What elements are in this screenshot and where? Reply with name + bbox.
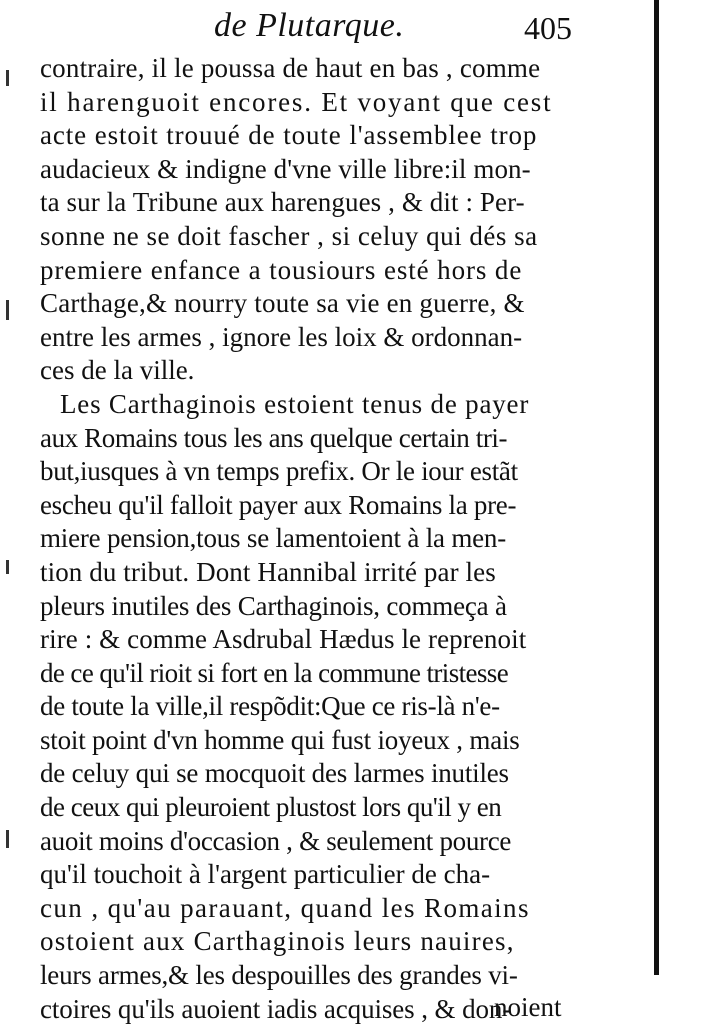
text-line: de toute la ville,il respõdit:Que ce ris-là n'e- xyxy=(40,691,500,722)
text-line: miere pension,tous se lamentoient à la men- xyxy=(40,523,507,554)
text-line: de celuy qui se mocquoit des larmes inutiles xyxy=(40,758,509,789)
margin-bleed-mark xyxy=(6,830,9,848)
text-line: but,iusques à vn temps prefix. Or le iour estãt xyxy=(40,456,518,487)
text-line: tion du tribut. Dont Hannibal irrité par les xyxy=(40,556,496,587)
text-line: ostoient aux Carthaginois leurs nauires, xyxy=(40,926,515,957)
text-line: pleurs inutiles des Carthaginois, commeça à xyxy=(40,590,507,621)
text-line: il harenguoit encores. Et voyant que cest xyxy=(40,86,553,117)
text-line: escheu qu'il falloit payer aux Romains la pre- xyxy=(40,489,517,520)
gutter-rule xyxy=(654,0,659,975)
text-line: audacieux & indigne d'vne ville libre:il mon- xyxy=(40,153,531,184)
text-line: acte estoit trouué de toute l'assemblee trop xyxy=(40,120,538,151)
text-line: ctoires qu'ils auoient iadis acquises , & don- xyxy=(40,993,512,1024)
paragraph-first-line: Les Carthaginois estoient tenus de payer xyxy=(60,388,530,419)
text-line: ces de la ville. xyxy=(40,355,195,386)
text-line: entre les armes , ignore les loix & ordonnan- xyxy=(40,321,523,352)
text-line: Carthage,& nourry toute sa vie en guerre, & xyxy=(40,288,525,319)
text-line: leurs armes,& les despouilles des grandes vi- xyxy=(40,960,518,991)
text-line: qu'il touchoit à l'argent particulier de cha- xyxy=(40,859,491,890)
margin-bleed-mark xyxy=(6,300,9,320)
page-number: 405 xyxy=(524,10,572,46)
text-line: sonne ne se doit fascher , si celuy qui dés sa xyxy=(40,220,538,251)
body-text xyxy=(40,52,640,1026)
text-line: premiere enfance a tousiours esté hors de xyxy=(40,254,523,285)
text-line: ta sur la Tribune aux harengues , & dit : Per- xyxy=(40,187,525,218)
margin-bleed-mark xyxy=(6,70,9,86)
text-line: aux Romains tous les ans quelque certain tri- xyxy=(40,422,508,453)
text-line: de ceux qui pleuroient plustost lors qu'il y en xyxy=(40,792,502,823)
text-line: rire : & comme Asdrubal Hædus le reprenoit xyxy=(40,624,527,655)
text-line: stoit point d'vn homme qui fust ioyeux , mais xyxy=(40,724,520,755)
text-line: de ce qu'il rioit si fort en la commune tristesse xyxy=(40,657,509,688)
margin-bleed-mark xyxy=(6,560,9,574)
text-line: cun , qu'au parauant, quand les Romains xyxy=(40,892,530,923)
running-head-title: de Plutarque. xyxy=(214,7,405,44)
text-line: contraire, il le poussa de haut en bas , comme xyxy=(40,53,541,83)
catchword: noient xyxy=(494,992,562,1022)
text-line: auoit moins d'occasion , & seulement pource xyxy=(40,825,512,856)
